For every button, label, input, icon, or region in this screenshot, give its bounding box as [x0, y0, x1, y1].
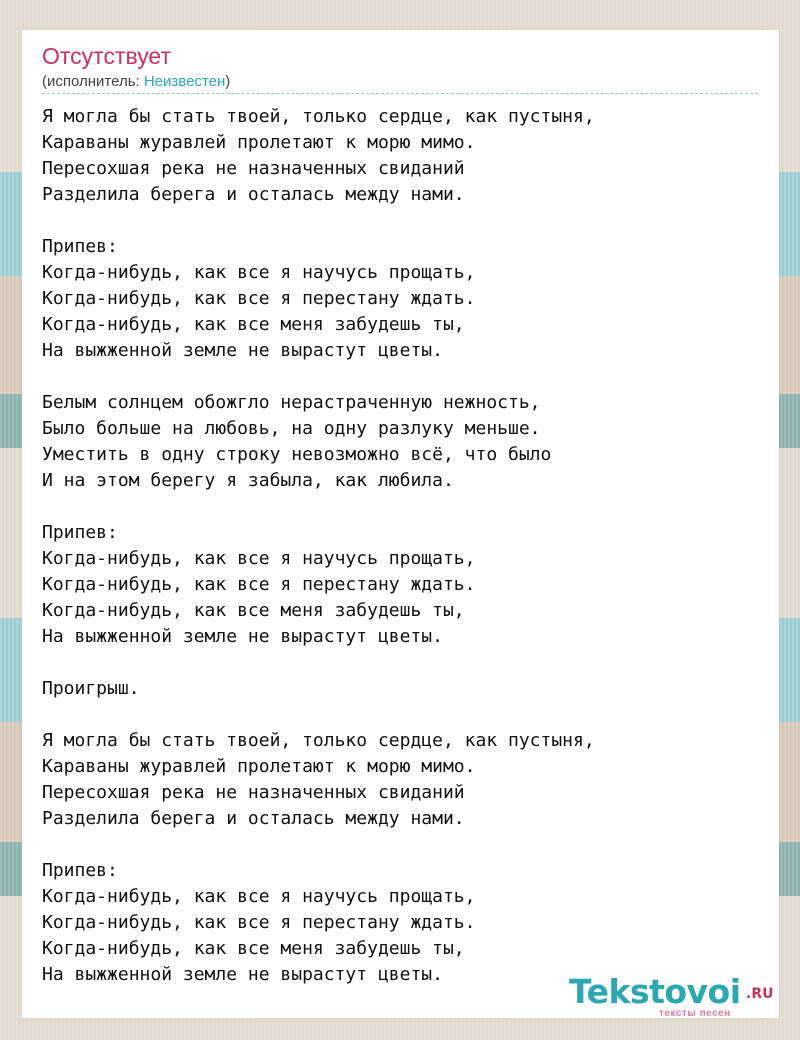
- artist-line: [42, 73, 230, 91]
- lyrics-card: [22, 30, 779, 1018]
- song-title: Отсутствует: [42, 43, 171, 69]
- logo-tagline: тексты песен: [659, 1008, 731, 1019]
- logo-tld: .RU: [746, 986, 774, 1002]
- site-logo[interactable]: [569, 972, 775, 1022]
- artist-link[interactable]: Неизвестен: [143, 73, 226, 90]
- artist-suffix: ): [225, 73, 231, 90]
- dashed-divider: [42, 93, 758, 94]
- lyrics-text: Я могла бы стать твоей, только сердце, как пустыня, Караваны журавлей пролетают к морю мимо. Пересохшая река не назначенных свиданий Разделила берега и осталась между нами. Припев: Когда-нибудь, как все я научусь прощать, Когда-нибудь, как все я перестану ждать. Когда-нибудь, как все меня забудешь ты, На выжженной земле не вырастут цветы. Белым солнцем обожгло нерастраченную нежность, Было больше на любовь, на одну разлуку меньше. Уместить в одну строку невозможно всё, что было И на этом берегу я забыла, как любила. Припев: Когда-нибудь, как все я научусь прощать, Когда-нибудь, как все я перестану ждать. Когда-нибудь, как все меня забудешь ты, На выжженной земле не вырастут цветы. Проигрыш. Я могла бы стать твоей, только сердце, как пустыня, Караваны журавлей пролетают к морю мимо. Пересохшая река не назначенных свиданий Разделила берега и осталась между нами. Припев: Когда-нибудь, как все я научусь прощать, Когда-нибудь, как все я перестану ждать. Когда-нибудь, как все меня забудешь ты, На выжженной земле не вырастут цветы.: [42, 106, 595, 985]
- logo-wordmark: Tekstovoi: [569, 972, 741, 1011]
- artist-prefix: (исполнитель:: [42, 73, 144, 90]
